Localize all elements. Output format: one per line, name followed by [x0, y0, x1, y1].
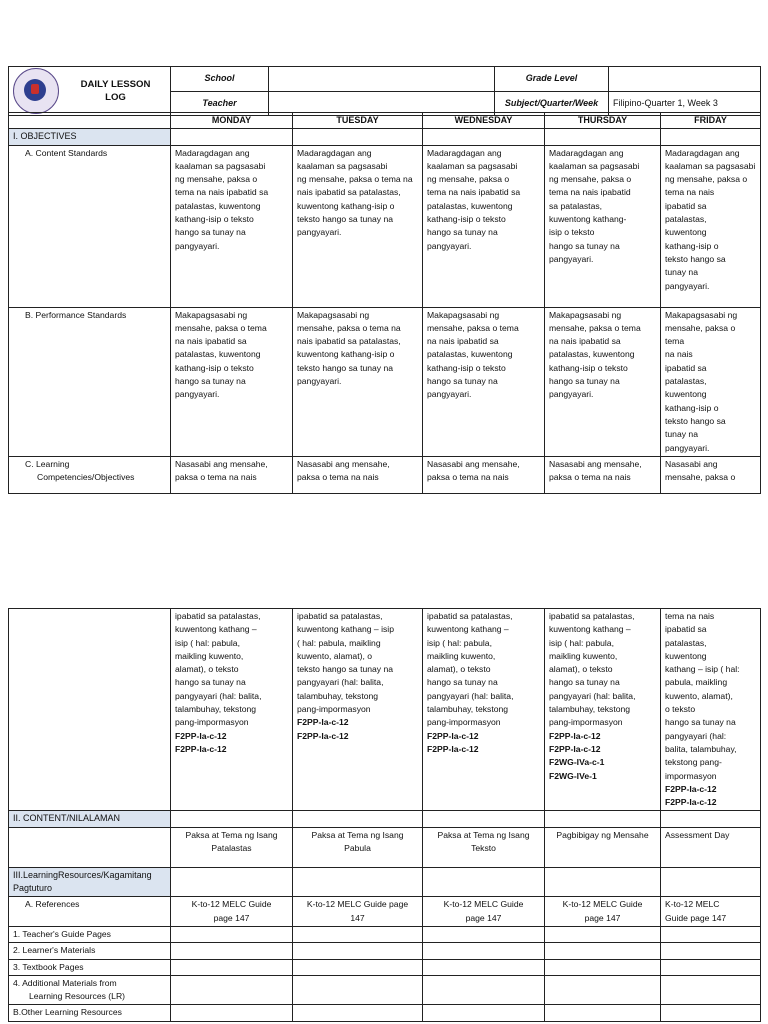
objectives-table	[8, 112, 761, 494]
dll-title-cell	[9, 67, 171, 116]
cell-line: maikling kuwento,	[427, 650, 496, 661]
cell-line: kathang-isip o teksto	[549, 362, 628, 373]
cell-line: pangyayari (hal: balita,	[427, 690, 514, 701]
cell-line: ng mensahe, paksa o tema na	[297, 174, 413, 185]
cell-line: kathang-isip o teksto	[427, 362, 506, 373]
cell-line: pangyayari (hal: balita,	[549, 690, 636, 701]
cell-line: talambuhay, tekstong	[549, 704, 631, 715]
cell-line: pangyayari.	[665, 280, 710, 291]
content-blank	[661, 811, 761, 827]
cell-line: tekstong pang-	[665, 757, 722, 768]
references-monday	[171, 897, 293, 927]
cell-line: kuwento, alamat), o	[297, 650, 372, 661]
cell-line: ng mensahe, paksa o	[549, 174, 632, 185]
cell-line: ipabatid sa patalastas,	[549, 611, 635, 621]
objectives-blank	[661, 129, 761, 145]
cell-line: paksa o tema na nais	[427, 472, 509, 483]
cell-line: Makapagsasabi ng	[297, 309, 370, 320]
content-standards-wednesday	[423, 145, 545, 307]
cell-line: ipabatid sa patalastas,	[175, 611, 261, 621]
competencies-wednesday	[423, 456, 545, 493]
competencies-cont-wednesday	[423, 609, 545, 811]
cell-line: pangyayari.	[427, 389, 472, 400]
resources-blank	[423, 867, 545, 897]
content-standards-friday	[661, 145, 761, 307]
competencies-continued-row	[9, 609, 761, 811]
blank-cell	[661, 926, 761, 942]
cell-line: Pagbibigay ng Mensahe	[556, 829, 649, 840]
cell-line: K-to-12 MELC Guide	[443, 899, 524, 910]
objectives-blank	[171, 129, 293, 145]
blank-cell	[661, 943, 761, 959]
cell-line: kathang-isip o teksto	[175, 362, 254, 373]
blank-cell	[545, 1005, 661, 1021]
learning-resources-section-label: III.LearningResources/Kagamitang Pagtuturo	[9, 867, 171, 897]
cell-line: Makapagsasabi ng	[549, 309, 622, 320]
cell-line: ng mensahe, paksa o	[665, 174, 748, 185]
cell-line: Madaragdagan ang	[427, 147, 502, 158]
content-topic-monday	[171, 827, 293, 867]
cell-line: Teksto	[471, 843, 496, 854]
references-thursday	[545, 897, 661, 927]
cell-line: mensahe, paksa o tema na	[297, 322, 401, 333]
cell-line: mensahe, paksa o tema	[427, 322, 519, 333]
cell-line: Paksa at Tema ng Isang	[437, 829, 530, 840]
cell-line: talambuhay, tekstong	[175, 704, 257, 715]
content-topic-friday	[661, 827, 761, 867]
content-topic-tuesday	[293, 827, 423, 867]
cell-line: Guide page 147	[665, 912, 727, 923]
cell-line: kaalaman sa pagsasabi	[175, 160, 266, 171]
competencies-friday	[661, 456, 761, 493]
performance-standards-wednesday	[423, 307, 545, 456]
cell-line: patalastas, kuwentong	[427, 200, 513, 211]
cell-line: patalastas, kuwentong	[175, 349, 261, 360]
blank-cell	[171, 926, 293, 942]
cell-line: page 147	[584, 912, 621, 923]
textbook-pages-label: 3. Textbook Pages	[9, 959, 171, 975]
cell-line: na nais ipabatid sa	[549, 336, 621, 347]
blank-cell	[293, 1005, 423, 1021]
cell-line: K-to-12 MELC Guide page	[306, 899, 409, 910]
cell-line: ipabatid sa	[665, 362, 707, 373]
blank-cell	[293, 975, 423, 1005]
teacher-label: Teacher	[171, 91, 269, 116]
blank-cell	[545, 926, 661, 942]
cell-line: pangyayari.	[549, 253, 594, 264]
cell-line: patalastas,	[665, 376, 707, 387]
cell-line: paksa o tema na nais	[175, 472, 257, 483]
content-topic-wednesday	[423, 827, 545, 867]
cell-line: talambuhay, tekstong	[297, 690, 379, 701]
competency-code: F2WG-IVe-1	[549, 770, 597, 781]
blank-cell	[423, 959, 545, 975]
cell-line: pangyayari.	[175, 389, 220, 400]
cell-line: hango sa tunay na	[427, 677, 498, 688]
performance-standards-monday	[171, 307, 293, 456]
cell-line: pangyayari.	[665, 442, 710, 453]
cell-line: tema na nais ipabatid sa	[175, 187, 269, 198]
cell-line: teksto hango sa	[665, 415, 726, 426]
blank-cell	[171, 959, 293, 975]
cell-line: pangyayari (hal: balita,	[175, 690, 262, 701]
cell-line: Makapagsasabi ng	[427, 309, 500, 320]
cell-line: mensahe, paksa o tema	[549, 322, 641, 333]
cell-line: na nais ipabatid sa	[175, 336, 247, 347]
blank-cell	[423, 1005, 545, 1021]
cell-line: kuwentong	[665, 650, 707, 661]
cell-line: Nasasabi ang	[665, 458, 718, 469]
competency-code: F2PP-Ia-c-12	[175, 743, 227, 754]
cell-line: ng mensahe, paksa o	[427, 174, 510, 185]
cell-line: Patalastas	[211, 843, 252, 854]
grade-level-field[interactable]	[609, 67, 761, 92]
cell-line: sa patalastas,	[549, 200, 603, 211]
competency-code: F2PP-Ia-c-12	[175, 730, 227, 741]
references-friday	[661, 897, 761, 927]
blank-cell	[545, 959, 661, 975]
cell-line: Makapagsasabi ng	[665, 309, 738, 320]
cell-line: maikling kuwento,	[175, 650, 244, 661]
cell-line: Makapagsasabi ng	[175, 309, 248, 320]
cell-line: kuwentong kathang-isip o	[297, 200, 395, 211]
cell-line: kaalaman sa pagsasabi	[665, 160, 756, 171]
blank-cell	[171, 943, 293, 959]
competencies-monday	[171, 456, 293, 493]
cell-line: kathang-isip o teksto	[427, 214, 506, 225]
blank-cell	[661, 975, 761, 1005]
cell-line: kathang-isip o	[665, 402, 719, 413]
objectives-blank	[423, 129, 545, 145]
cell-line: patalastas,	[665, 214, 707, 225]
learning-competencies-label: C. Learning Competencies/Objectives	[9, 456, 171, 493]
cell-line: kuwentong kathang-	[549, 214, 627, 225]
cell-line: pang-impormasyon	[549, 717, 623, 728]
cell-line: isip ( hal: pabula,	[549, 637, 614, 648]
content-blank	[171, 811, 293, 827]
resources-blank	[661, 867, 761, 897]
dll-table-page2	[8, 608, 761, 1022]
cell-line: alamat), o teksto	[427, 664, 491, 675]
content-blank	[545, 811, 661, 827]
cell-line: kuwentong kathang – isip	[297, 624, 394, 635]
cell-line: teksto hango sa tunay na	[297, 362, 394, 373]
content-standards-monday	[171, 145, 293, 307]
cell-line: hango sa tunay na	[427, 227, 498, 238]
cell-line: ( hal: pabula, maikling	[297, 637, 381, 648]
cell-line: kathang-isip o teksto	[175, 214, 254, 225]
cell-line: balita, talambuhay,	[665, 743, 737, 754]
references-label: A. References	[9, 897, 171, 927]
cell-line: patalastas, kuwentong	[427, 349, 513, 360]
cell-line: K-to-12 MELC Guide	[562, 899, 643, 910]
cell-line: page 147	[465, 912, 502, 923]
cell-line: K-to-12 MELC	[665, 899, 720, 910]
day-header-wednesday: WEDNESDAY	[423, 113, 545, 129]
cell-line: hango sa tunay na	[549, 240, 620, 251]
cell-line: hango sa tunay na	[175, 376, 246, 387]
cell-line: hango sa tunay na	[175, 677, 246, 688]
cell-line: ipabatid sa	[665, 200, 707, 211]
cell-line: pangyayari.	[549, 389, 594, 400]
competency-code: F2PP-Ia-c-12	[297, 730, 349, 741]
day-header-monday: MONDAY	[171, 113, 293, 129]
cell-line: paksa o tema na nais	[549, 472, 631, 483]
dll-header-table	[8, 66, 761, 116]
performance-standards-friday	[661, 307, 761, 456]
blank-cell	[423, 975, 545, 1005]
cell-line: tema na nais	[665, 187, 715, 198]
cell-line: nais ipabatid sa patalastas,	[297, 187, 401, 198]
cell-line: Paksa at Tema ng Isang	[311, 829, 404, 840]
cell-line: isip ( hal: pabula,	[175, 637, 240, 648]
references-row	[9, 897, 761, 927]
competencies-cont-tuesday	[293, 609, 423, 811]
cell-line: page 147	[213, 912, 250, 923]
blank-cell	[171, 975, 293, 1005]
cell-line: hango sa tunay na	[427, 376, 498, 387]
performance-standards-tuesday	[293, 307, 423, 456]
cell-line: pang-impormasyon	[175, 717, 249, 728]
cell-line: mensahe, paksa o	[665, 472, 736, 483]
resources-blank	[171, 867, 293, 897]
school-label: School	[171, 67, 269, 92]
cell-line: o teksto	[665, 704, 696, 715]
cell-line: talambuhay, tekstong	[427, 704, 509, 715]
content-standards-label: A. Content Standards	[9, 145, 171, 307]
cell-line: Madaragdagan ang	[297, 147, 372, 158]
learners-materials-label: 2. Learner's Materials	[9, 943, 171, 959]
competencies-cont-monday	[171, 609, 293, 811]
cell-line: tunay na	[665, 429, 698, 440]
cell-line: pangyayari.	[427, 240, 472, 251]
blank-cell	[293, 943, 423, 959]
grade-level-label: Grade Level	[495, 67, 609, 92]
cell-line: pangyayari.	[297, 376, 342, 387]
references-wednesday	[423, 897, 545, 927]
blank-cell	[171, 1005, 293, 1021]
deped-seal-icon	[13, 68, 59, 114]
content-standards-thursday	[545, 145, 661, 307]
content-blank	[293, 811, 423, 827]
content-section-label: II. CONTENT/NILALAMAN	[9, 811, 171, 827]
day-header-friday: FRIDAY	[661, 113, 761, 129]
competency-code: F2WG-IVa-c-1	[549, 757, 605, 768]
learning-competencies-row	[9, 456, 761, 493]
cell-line: na nais ipabatid sa	[427, 336, 499, 347]
blank-cell	[423, 926, 545, 942]
cell-line: Madaragdagan ang	[665, 147, 740, 158]
cell-line: nais ipabatid sa patalastas,	[297, 336, 401, 347]
cell-line: kaalaman sa pagsasabi	[549, 160, 640, 171]
objectives-blank	[545, 129, 661, 145]
performance-standards-label: B. Performance Standards	[9, 307, 171, 456]
cell-line: kathang-isip o	[665, 240, 719, 251]
cell-line: kuwentong kathang –	[427, 624, 509, 635]
cell-line: alamat), o teksto	[549, 664, 613, 675]
cell-line: pangyayari.	[175, 240, 220, 251]
cell-line: maikling kuwento,	[549, 650, 618, 661]
cell-line: Nasasabi ang mensahe,	[175, 458, 268, 469]
competency-code: F2PP-Ia-c-12	[665, 783, 717, 794]
cell-line: kathang – isip ( hal:	[665, 664, 740, 675]
competencies-continued-label	[9, 609, 171, 811]
blank-cell	[545, 943, 661, 959]
content-topic-label	[9, 827, 171, 867]
resources-blank	[545, 867, 661, 897]
cell-line: kuwentong kathang –	[549, 624, 631, 635]
teachers-guide-label: 1. Teacher's Guide Pages	[9, 926, 171, 942]
cell-line: patalastas, kuwentong	[175, 200, 261, 211]
competencies-tuesday	[293, 456, 423, 493]
cell-line: mensahe, paksa o tema	[665, 322, 736, 347]
competencies-cont-friday	[661, 609, 761, 811]
cell-line: na nais	[665, 349, 693, 360]
competency-code: F2PP-Ia-c-12	[549, 743, 601, 754]
content-standards-row	[9, 145, 761, 307]
cell-line: kuwentong kathang –	[175, 624, 257, 635]
cell-line: Nasasabi ang mensahe,	[549, 458, 642, 469]
performance-standards-row	[9, 307, 761, 456]
additional-materials-label: 4. Additional Materials from Learning Resources (LR)	[9, 975, 171, 1005]
cell-line: Nasasabi ang mensahe,	[427, 458, 520, 469]
cell-line: kaalaman sa pagsasabi	[297, 160, 388, 171]
cell-line: hango sa tunay na	[549, 677, 620, 688]
cell-line: impormasyon	[665, 770, 717, 781]
cell-line: isip o teksto	[549, 227, 595, 238]
cell-line: pangyayari (hal:	[665, 730, 727, 741]
resources-blank	[293, 867, 423, 897]
blank-cell	[293, 959, 423, 975]
cell-line: pangyayari (hal: balita,	[297, 677, 384, 688]
day-header-tuesday: TUESDAY	[293, 113, 423, 129]
content-standards-tuesday	[293, 145, 423, 307]
cell-line: Paksa at Tema ng Isang	[185, 829, 278, 840]
cell-line: ipabatid sa	[665, 624, 707, 635]
cell-line: Madaragdagan ang	[175, 147, 250, 158]
cell-line: teksto hango sa tunay na	[297, 664, 394, 675]
competencies-thursday	[545, 456, 661, 493]
performance-standards-thursday	[545, 307, 661, 456]
objectives-section-label: I. OBJECTIVES	[9, 129, 171, 145]
cell-line: hango sa tunay na	[549, 376, 620, 387]
competencies-cont-thursday	[545, 609, 661, 811]
content-topic-row	[9, 827, 761, 867]
cell-line: pang-impormasyon	[427, 717, 501, 728]
cell-line: kuwentong	[665, 227, 707, 238]
competency-code: F2PP-Ia-c-12	[297, 717, 349, 728]
cell-line: teksto hango sa	[665, 253, 726, 264]
cell-line: K-to-12 MELC Guide	[191, 899, 272, 910]
cell-line: Madaragdagan ang	[549, 147, 624, 158]
cell-line: paksa o tema na nais	[297, 472, 379, 483]
cell-line: patalastas,	[665, 637, 707, 648]
cell-line: Nasasabi ang mensahe,	[297, 458, 390, 469]
cell-line: kuwentong kathang-isip o	[297, 349, 395, 360]
competency-code: F2PP-Ia-c-12	[427, 730, 479, 741]
blank-cell	[545, 975, 661, 1005]
cell-line: teksto hango sa tunay na	[297, 214, 394, 225]
cell-line: hango sa tunay na	[665, 717, 736, 728]
empty-corner-cell	[9, 113, 171, 129]
cell-line: kaalaman sa pagsasabi	[427, 160, 518, 171]
objectives-blank	[293, 129, 423, 145]
blank-cell	[661, 1005, 761, 1021]
cell-line: pabula, maikling	[665, 677, 728, 688]
day-header-thursday: THURSDAY	[545, 113, 661, 129]
blank-cell	[661, 959, 761, 975]
blank-cell	[293, 926, 423, 942]
competency-code: F2PP-Ia-c-12	[427, 743, 479, 754]
cell-line: isip ( hal: pabula,	[427, 637, 492, 648]
cell-line: pang-impormasyon	[297, 704, 371, 715]
cell-line: 147	[350, 912, 365, 923]
cell-line: tunay na	[665, 267, 698, 278]
references-tuesday	[293, 897, 423, 927]
other-resources-label: B.Other Learning Resources	[9, 1005, 171, 1021]
blank-cell	[423, 943, 545, 959]
cell-line: tema na nais ipabatid	[549, 187, 631, 198]
cell-line: tema na nais ipabatid sa	[427, 187, 521, 198]
page-title: DAILY LESSON LOG	[80, 79, 151, 103]
cell-line: Assessment Day	[665, 829, 730, 840]
cell-line: kuwento, alamat),	[665, 690, 733, 701]
competency-code: F2PP-Ia-c-12	[665, 797, 717, 808]
cell-line: mensahe, paksa o tema	[175, 322, 267, 333]
school-field[interactable]	[269, 67, 495, 92]
cell-line: Pabula	[344, 843, 371, 854]
content-blank	[423, 811, 545, 827]
cell-line: ipabatid sa patalastas,	[427, 611, 513, 621]
cell-line: kuwentong	[665, 389, 707, 400]
subject-field[interactable]: Filipino-Quarter 1, Week 3	[609, 91, 761, 116]
competency-code: F2PP-Ia-c-12	[549, 730, 601, 741]
cell-line: pangyayari.	[297, 227, 342, 238]
cell-line: ipabatid sa patalastas,	[297, 611, 383, 621]
content-topic-thursday	[545, 827, 661, 867]
cell-line: patalastas, kuwentong	[549, 349, 635, 360]
cell-line: alamat), o teksto	[175, 664, 239, 675]
subject-label: Subject/Quarter/Week	[495, 91, 609, 116]
cell-line: tema na nais	[665, 611, 715, 621]
cell-line: hango sa tunay na	[175, 227, 246, 238]
cell-line: ng mensahe, paksa o	[175, 174, 258, 185]
